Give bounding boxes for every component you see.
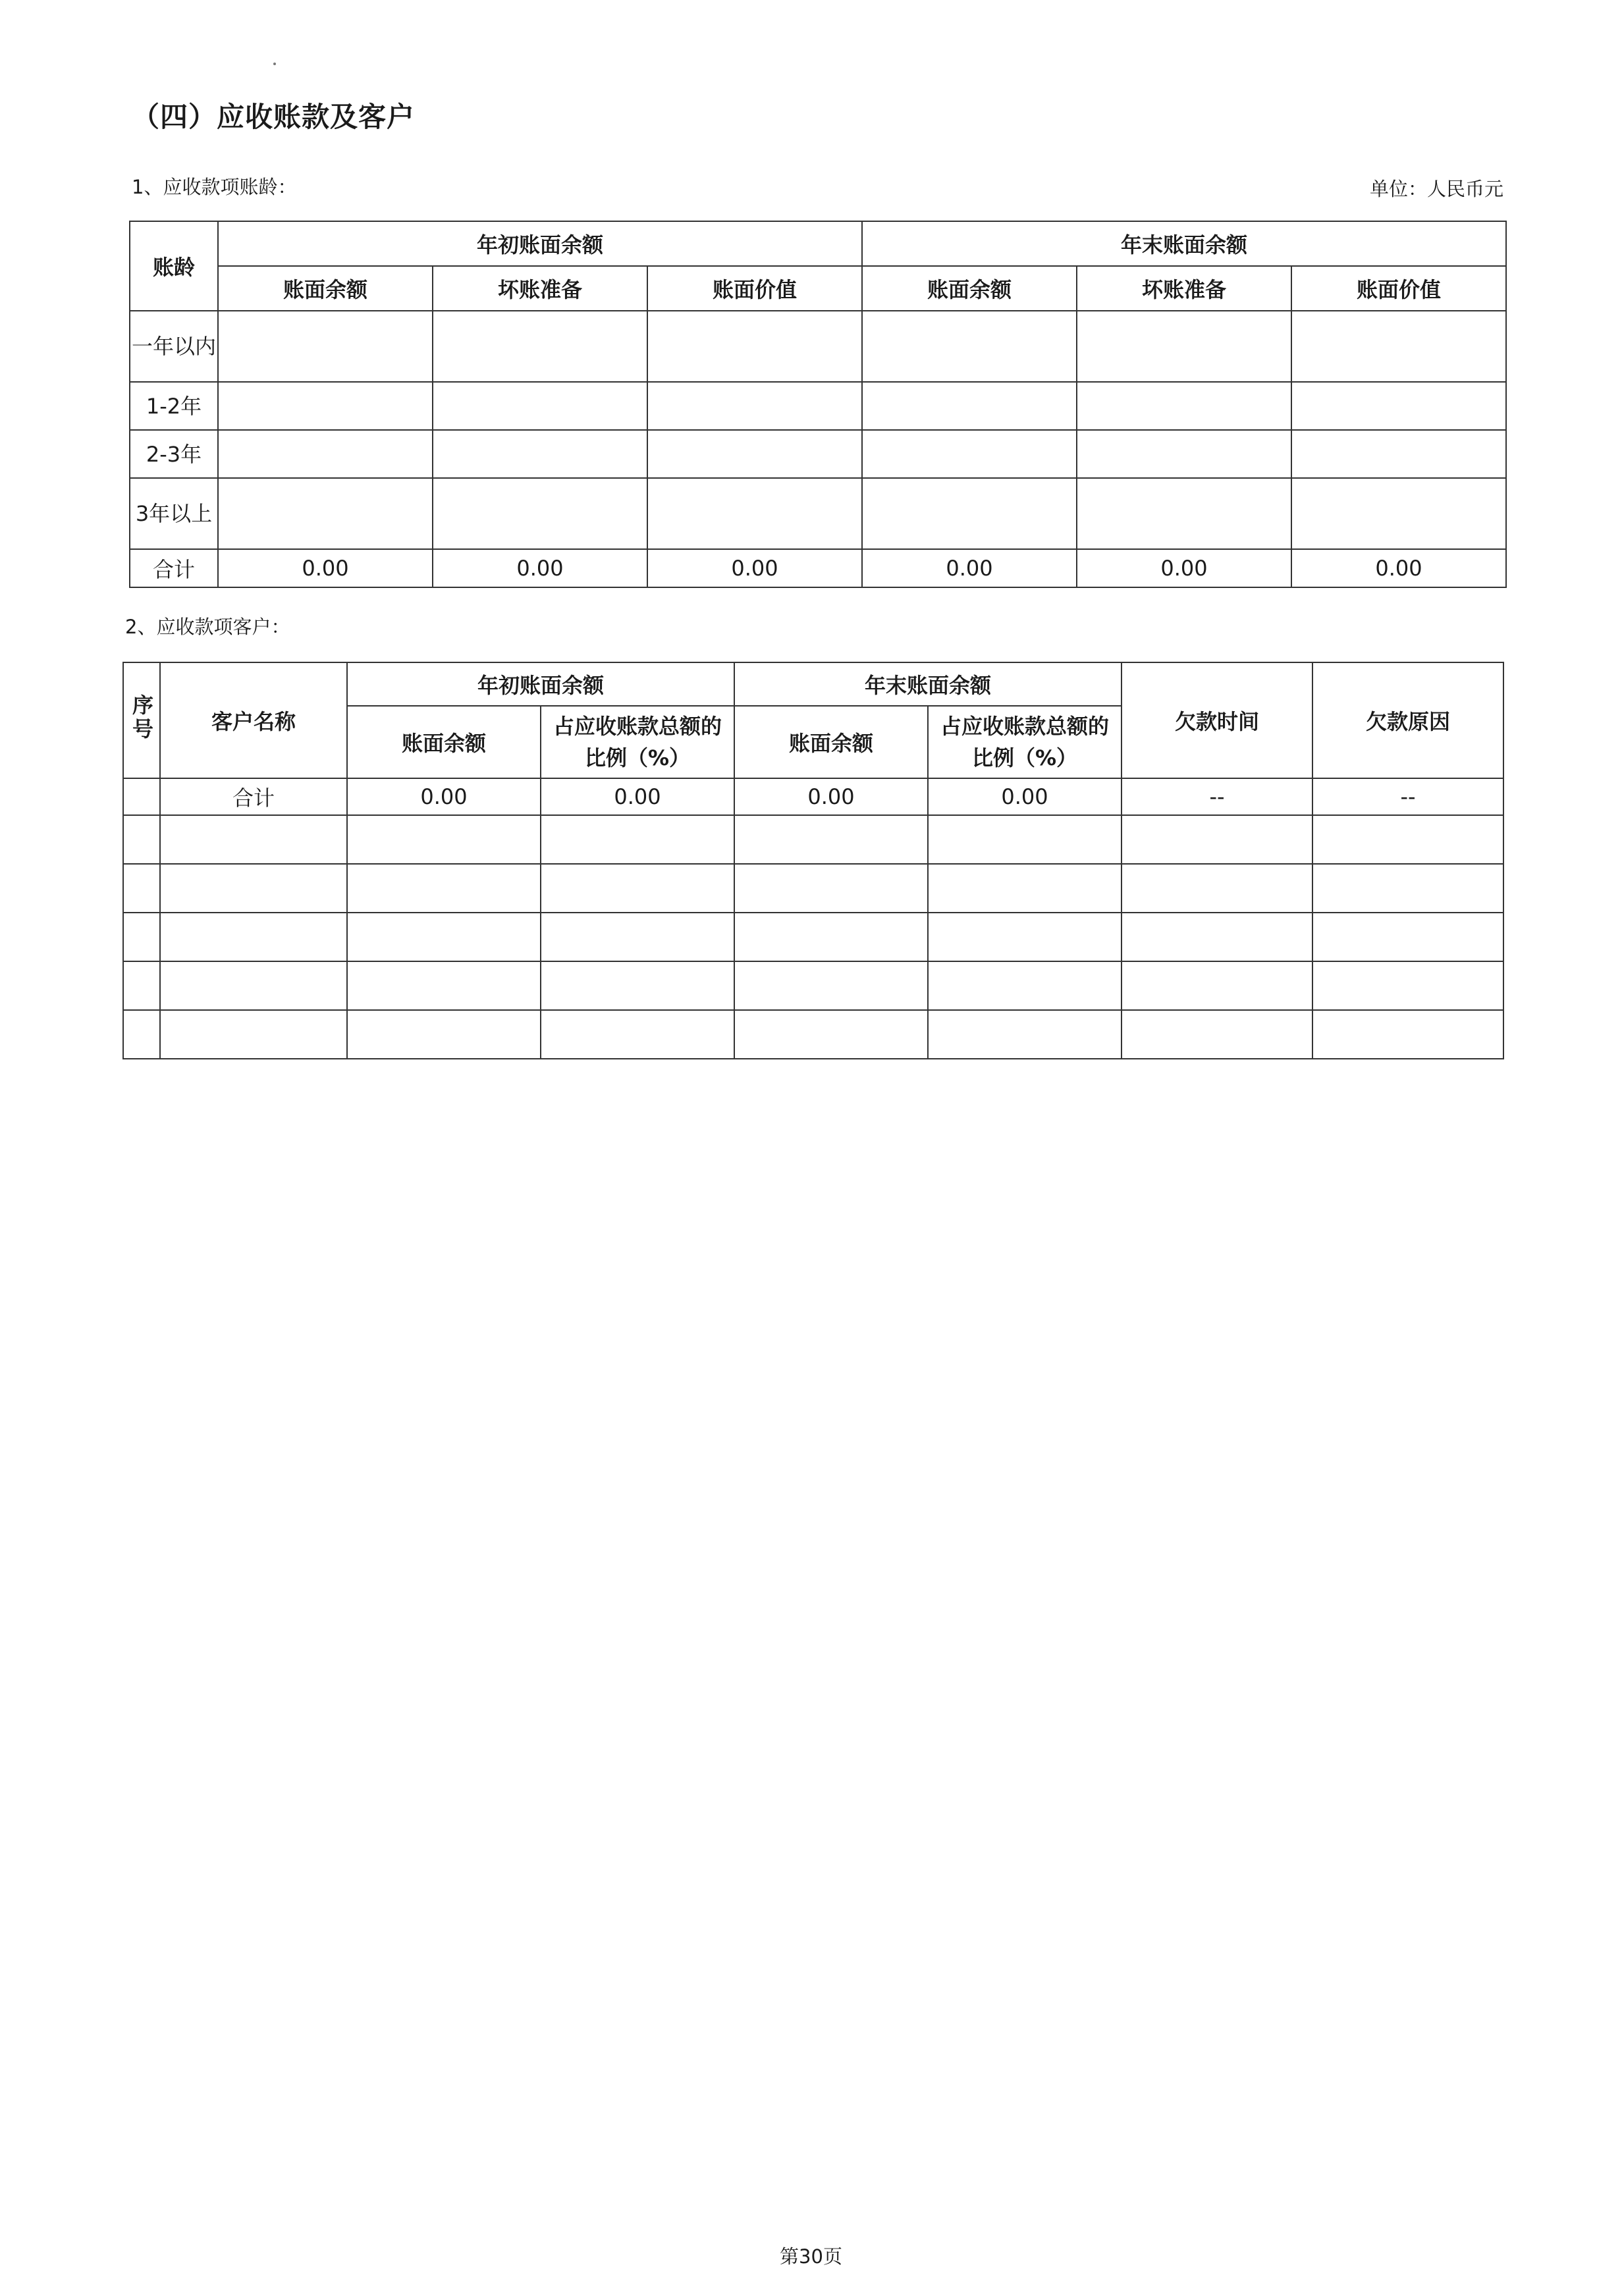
table-cell xyxy=(347,1010,541,1059)
table-cell xyxy=(928,961,1122,1010)
total-value: 0.00 xyxy=(647,549,862,587)
table-cell xyxy=(218,382,433,430)
customers-col-seq xyxy=(123,662,160,778)
total-value: 0.00 xyxy=(433,549,647,587)
table-row xyxy=(130,382,1506,430)
table-cell xyxy=(123,864,160,913)
table-cell xyxy=(734,864,928,913)
table-cell xyxy=(541,1010,734,1059)
table-cell xyxy=(218,478,433,549)
aging-subcol: 账面价值 xyxy=(647,266,862,311)
total-value: 0.00 xyxy=(1291,549,1506,587)
table-cell xyxy=(347,864,541,913)
aging-group-end: 年末账面余额 xyxy=(862,221,1506,266)
table-cell xyxy=(734,815,928,864)
table-cell xyxy=(1312,864,1503,913)
total-reason: -- xyxy=(1312,778,1503,815)
table-cell xyxy=(647,382,862,430)
table-cell xyxy=(1122,1010,1312,1059)
table-row xyxy=(130,430,1506,478)
section-title: （四）应收账款及客户 xyxy=(132,101,416,133)
table-cell xyxy=(218,311,433,382)
customers-group-end: 年末账面余额 xyxy=(734,662,1122,706)
table-cell xyxy=(1077,311,1291,382)
table-cell xyxy=(862,311,1077,382)
customers-col-seq-label: 序号 xyxy=(129,694,154,741)
table-cell xyxy=(160,913,347,961)
table-cell xyxy=(1122,961,1312,1010)
table-cell xyxy=(928,864,1122,913)
table-cell xyxy=(541,815,734,864)
customers-subcol: 占应收账款总额的比例（%） xyxy=(928,706,1122,778)
table-cell xyxy=(928,913,1122,961)
aging-subcol: 坏账准备 xyxy=(433,266,647,311)
aging-subcol: 账面价值 xyxy=(1291,266,1506,311)
aging-heading: 1、应收款项账龄： xyxy=(132,176,297,198)
table-cell xyxy=(433,382,647,430)
table-cell xyxy=(1312,961,1503,1010)
total-value: 0.00 xyxy=(347,778,541,815)
table-row xyxy=(130,311,1506,382)
aging-group-begin: 年初账面余额 xyxy=(218,221,862,266)
table-cell xyxy=(541,961,734,1010)
currency-unit: 单位：人民币元 xyxy=(1369,178,1503,200)
table-cell xyxy=(862,430,1077,478)
table-cell xyxy=(347,961,541,1010)
table-row xyxy=(123,815,1503,864)
total-time: -- xyxy=(1122,778,1312,815)
table-cell xyxy=(1291,311,1506,382)
customers-heading: 2、应收款项客户： xyxy=(125,616,290,638)
table-cell xyxy=(1312,1010,1503,1059)
aging-subcol: 账面余额 xyxy=(862,266,1077,311)
table-cell xyxy=(541,913,734,961)
aging-row-label: 2-3年 xyxy=(130,430,218,478)
total-row xyxy=(130,549,1506,587)
table-cell xyxy=(160,961,347,1010)
table-cell xyxy=(928,815,1122,864)
aging-col-age: 账龄 xyxy=(130,221,218,311)
table-cell xyxy=(433,311,647,382)
table-cell xyxy=(734,913,928,961)
aging-subcol: 坏账准备 xyxy=(1077,266,1291,311)
total-value: 0.00 xyxy=(734,778,928,815)
table-cell xyxy=(1077,382,1291,430)
table-cell xyxy=(647,311,862,382)
table-cell xyxy=(218,430,433,478)
table-cell xyxy=(433,478,647,549)
table-cell xyxy=(541,864,734,913)
table-cell xyxy=(1312,913,1503,961)
table-cell xyxy=(160,815,347,864)
aging-row-label: 1-2年 xyxy=(130,382,218,430)
page-number: 第30页 xyxy=(780,2245,842,2268)
table-cell xyxy=(647,478,862,549)
table-cell xyxy=(160,1010,347,1059)
table-row xyxy=(123,864,1503,913)
aging-row-label: 一年以内 xyxy=(130,311,218,382)
total-label: 合计 xyxy=(160,778,347,815)
customers-group-begin: 年初账面余额 xyxy=(347,662,734,706)
aging-row-label: 3年以上 xyxy=(130,478,218,549)
table-cell xyxy=(347,913,541,961)
table-cell xyxy=(928,1010,1122,1059)
table-cell xyxy=(1122,864,1312,913)
table-cell xyxy=(1291,382,1506,430)
table-cell xyxy=(647,430,862,478)
customers-subcol: 账面余额 xyxy=(734,706,928,778)
table-cell xyxy=(123,815,160,864)
table-cell xyxy=(1122,815,1312,864)
customers-col-name: 客户名称 xyxy=(160,662,347,778)
total-value: 0.00 xyxy=(1077,549,1291,587)
total-value: 0.00 xyxy=(928,778,1122,815)
scan-speck xyxy=(273,63,276,65)
table-row xyxy=(123,913,1503,961)
customers-subcol: 账面余额 xyxy=(347,706,541,778)
total-seq xyxy=(123,778,160,815)
customers-col-time: 欠款时间 xyxy=(1122,662,1312,778)
table-cell xyxy=(123,1010,160,1059)
aging-subcol: 账面余额 xyxy=(218,266,433,311)
total-value: 0.00 xyxy=(218,549,433,587)
table-row xyxy=(123,961,1503,1010)
table-cell xyxy=(1077,478,1291,549)
customers-subcol: 占应收账款总额的比例（%） xyxy=(541,706,734,778)
total-value: 0.00 xyxy=(862,549,1077,587)
table-cell xyxy=(160,864,347,913)
customers-table xyxy=(122,662,1504,1059)
table-cell xyxy=(1291,430,1506,478)
table-cell xyxy=(1122,913,1312,961)
total-label: 合计 xyxy=(130,549,218,587)
table-cell xyxy=(433,430,647,478)
table-cell xyxy=(734,1010,928,1059)
table-cell xyxy=(123,961,160,1010)
table-cell xyxy=(1312,815,1503,864)
table-cell xyxy=(862,382,1077,430)
total-value: 0.00 xyxy=(541,778,734,815)
table-cell xyxy=(734,961,928,1010)
table-cell xyxy=(1291,478,1506,549)
total-row xyxy=(123,778,1503,815)
table-row xyxy=(123,1010,1503,1059)
table-row xyxy=(130,478,1506,549)
table-cell xyxy=(862,478,1077,549)
customers-col-reason: 欠款原因 xyxy=(1312,662,1503,778)
table-cell xyxy=(347,815,541,864)
table-cell xyxy=(1077,430,1291,478)
table-cell xyxy=(123,913,160,961)
aging-table xyxy=(129,221,1507,588)
